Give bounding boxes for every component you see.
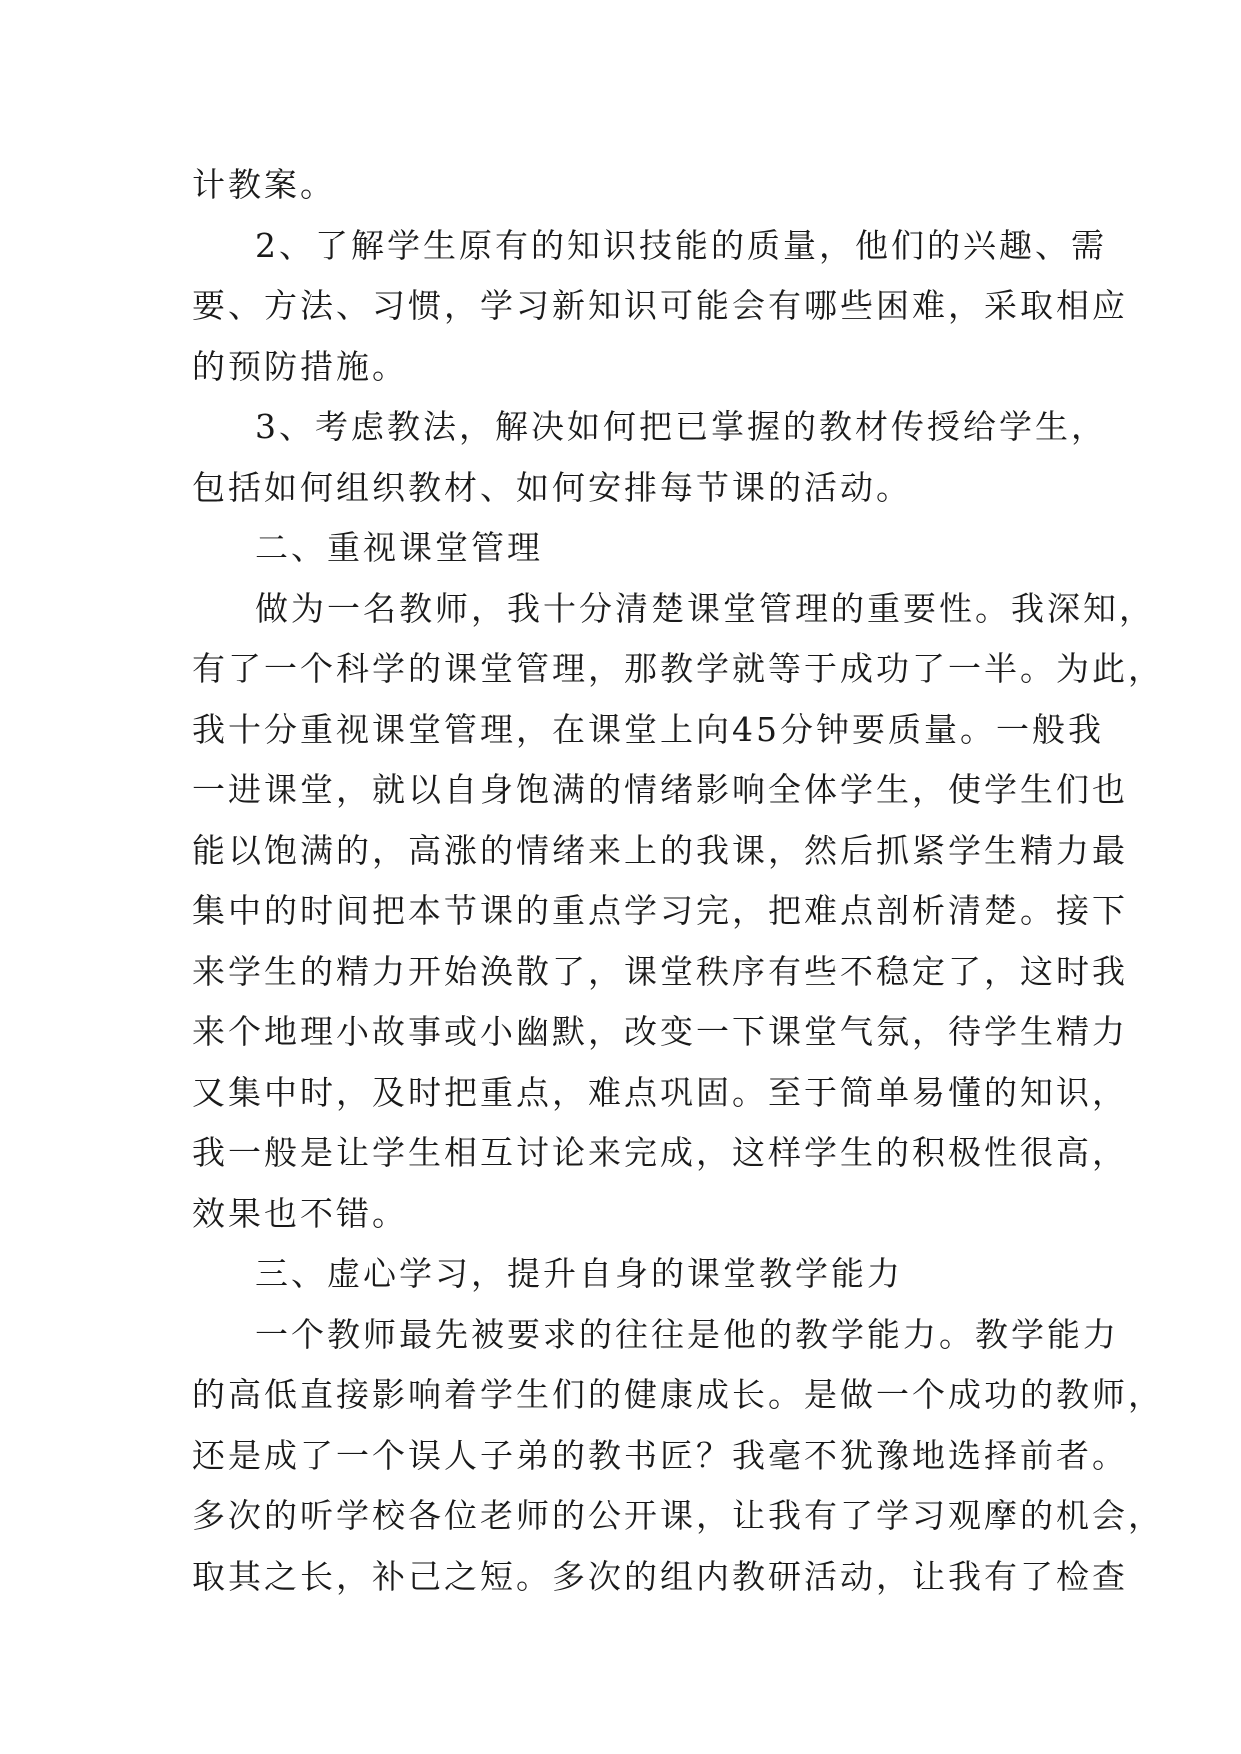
text-line: 包括如何组织教材、如何安排每节课的活动。 xyxy=(192,467,912,507)
text-line: 做为一名教师，我十分清楚课堂管理的重要性。我深知， xyxy=(255,588,1155,628)
section-heading: 三、虚心学习，提升自身的课堂教学能力 xyxy=(255,1254,903,1293)
document-body xyxy=(192,155,1164,1607)
text-line: 的高低直接影响着学生们的健康成长。是做一个成功的教师， xyxy=(192,1375,1164,1414)
section-heading: 二、重视课堂管理 xyxy=(255,528,543,567)
text-line: 能以饱满的，高涨的情绪来上的我课，然后抓紧学生精力最 xyxy=(192,830,1128,870)
text-line: 我一般是让学生相互讨论来完成，这样学生的积极性很高， xyxy=(192,1133,1128,1172)
text-line: 集中的时间把本节课的重点学习完，把难点剖析清楚。接下 xyxy=(192,891,1128,930)
text-line: 计教案。 xyxy=(192,165,336,204)
text-line: 来学生的精力开始涣散了，课堂秩序有些不稳定了，这时我 xyxy=(192,951,1128,991)
text-line: 效果也不错。 xyxy=(192,1193,408,1233)
text-line: 取其之长，补己之短。多次的组内教研活动，让我有了检查 xyxy=(192,1556,1128,1596)
text-line: 又集中时，及时把重点，难点巩固。至于简单易懂的知识， xyxy=(192,1072,1128,1112)
text-line: 3、考虑教法，解决如何把已掌握的教材传授给学生， xyxy=(255,407,1107,446)
text-line: 一个教师最先被要求的往往是他的教学能力。教学能力 xyxy=(255,1314,1119,1354)
text-line: 我十分重视课堂管理，在课堂上向45分钟要质量。一般我 xyxy=(192,709,1104,749)
text-line: 2、了解学生原有的知识技能的质量，他们的兴趣、需 xyxy=(255,225,1107,265)
text-line: 要、方法、习惯，学习新知识可能会有哪些困难，采取相应 xyxy=(192,286,1128,325)
text-line: 来个地理小故事或小幽默，改变一下课堂气氛，待学生精力 xyxy=(192,1012,1128,1051)
text-line: 有了一个科学的课堂管理，那教学就等于成功了一半。为此， xyxy=(192,649,1164,688)
text-line: 一进课堂，就以自身饱满的情绪影响全体学生，使学生们也 xyxy=(192,770,1128,809)
text-line: 多次的听学校各位老师的公开课，让我有了学习观摩的机会， xyxy=(192,1496,1164,1535)
text-line: 的预防措施。 xyxy=(192,346,408,386)
text-line: 还是成了一个误人子弟的教书匠？我毫不犹豫地选择前者。 xyxy=(192,1435,1128,1475)
